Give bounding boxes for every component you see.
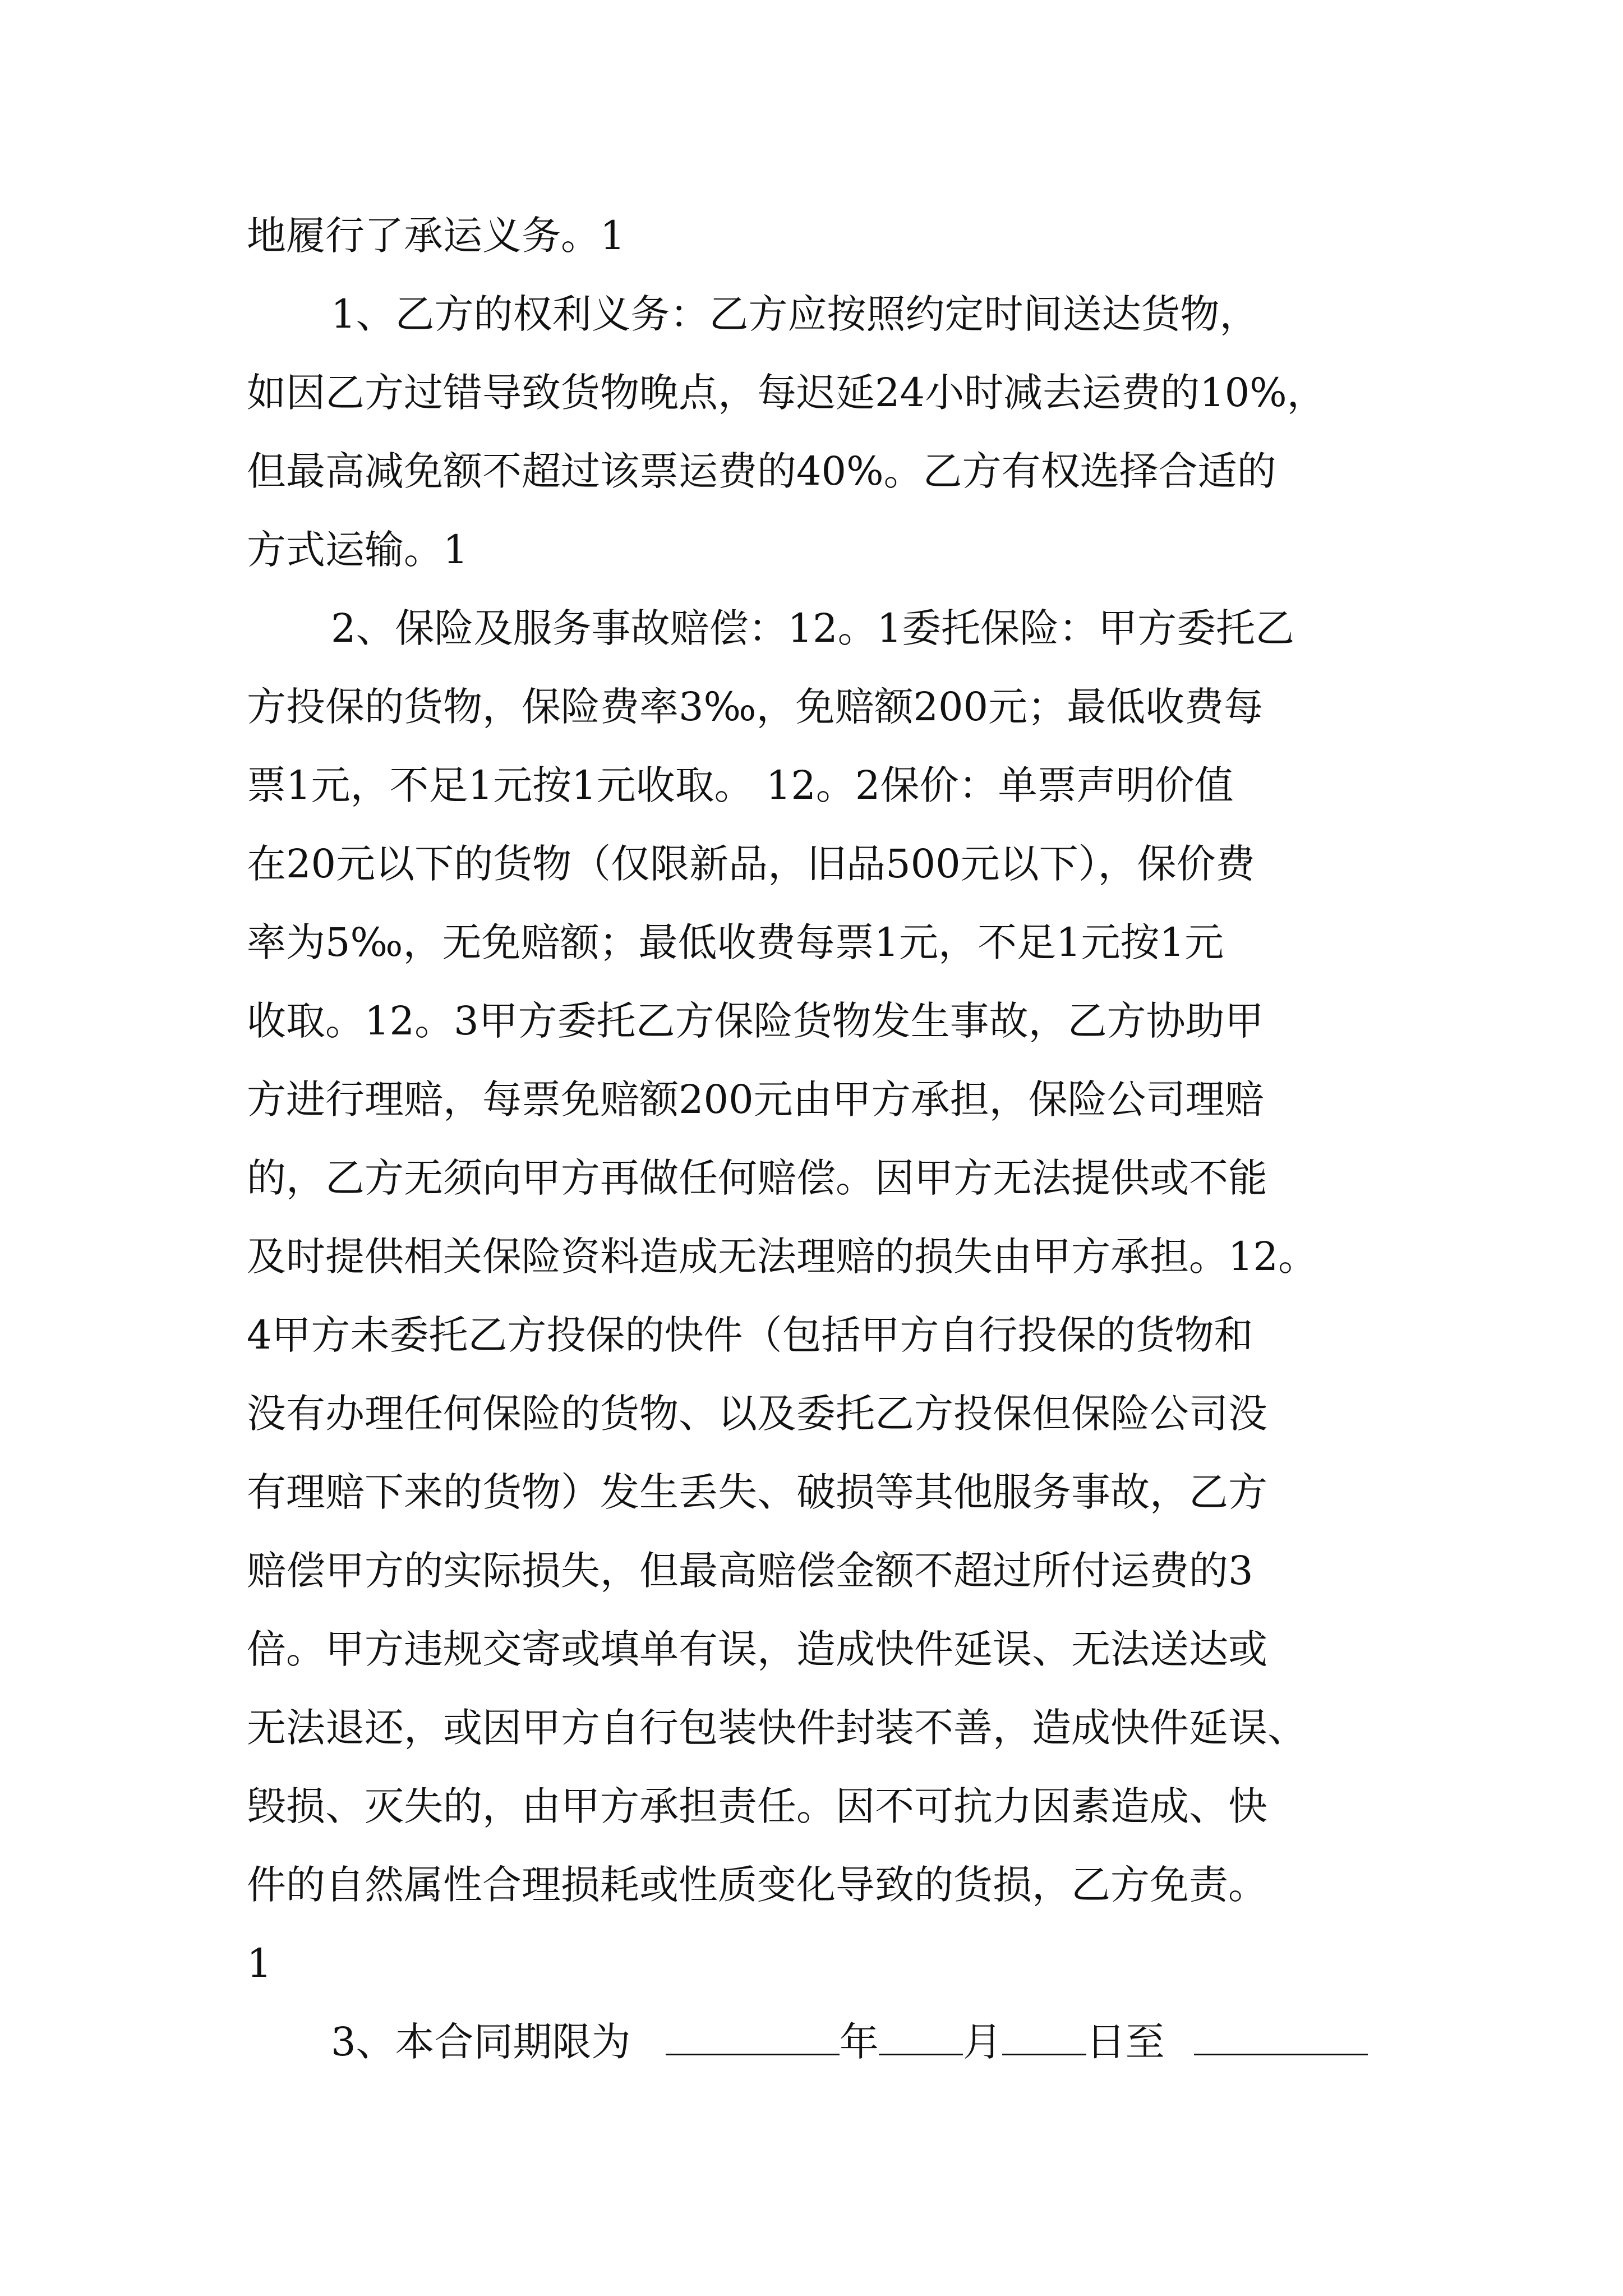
start-month-blank xyxy=(879,2019,963,2055)
contract-term-prefix: 3、本合同期限为 xyxy=(331,2019,631,2065)
text-line: 在20元以下的货物（仅限新品，旧品500元以下），保价费 xyxy=(247,841,1255,887)
text-line: 方进行理赔，每票免赔额200元由甲方承担，保险公司理赔 xyxy=(247,1076,1264,1122)
text-line: 如因乙方过错导致货物晚点，每迟延24小时减去运费的10%， xyxy=(247,370,1326,416)
text-line: 的，乙方无须向甲方再做任何赔偿。因甲方无法提供或不能 xyxy=(247,1155,1267,1201)
text-line: 件的自然属性合理损耗或性质变化导致的货损，乙方免责。 xyxy=(247,1862,1267,1908)
text-line: 及时提供相关保险资料造成无法理赔的损失由甲方承担。12。 xyxy=(247,1234,1318,1280)
text-line: 方投保的货物，保险费率3‰，免赔额200元；最低收费每 xyxy=(247,684,1264,730)
text-line: 票1元，不足1元按1元收取。 12。2保价：单票声明价值 xyxy=(247,762,1234,808)
text-line: 没有办理任何保险的货物、以及委托乙方投保但保险公司没 xyxy=(247,1391,1267,1437)
text-line: 1、乙方的权利义务：乙方应按照约定时间送达货物， xyxy=(331,291,1259,337)
contract-term-line xyxy=(331,2017,1475,2067)
day-to-label: 日至 xyxy=(1086,2019,1165,2065)
text-line: 2、保险及服务事故赔偿：12。1委托保险：甲方委托乙 xyxy=(331,605,1295,651)
text-line: 毁损、灭失的，由甲方承担责任。因不可抗力因素造成、快 xyxy=(247,1783,1267,1829)
start-year-blank xyxy=(666,2019,840,2055)
text-line: 4甲方未委托乙方投保的快件（包括甲方自行投保的货物和 xyxy=(247,1312,1253,1358)
year-label: 年 xyxy=(839,2019,879,2065)
text-line: 但最高减免额不超过该票运费的40%。乙方有权选择合适的 xyxy=(247,448,1276,494)
text-line: 方式运输。1 xyxy=(247,527,468,573)
text-line: 率为5‰，无免赔额；最低收费每票1元，不足1元按1元 xyxy=(247,919,1224,965)
text-line: 收取。12。3甲方委托乙方保险货物发生事故，乙方协助甲 xyxy=(247,998,1264,1044)
text-line: 倍。甲方违规交寄或填单有误，造成快件延误、无法送达或 xyxy=(247,1626,1267,1672)
text-line: 无法退还，或因甲方自行包装快件封装不善，造成快件延误、 xyxy=(247,1705,1307,1751)
text-line: 赔偿甲方的实际损失，但最高赔偿金额不超过所付运费的3 xyxy=(247,1548,1253,1594)
start-day-blank xyxy=(1002,2019,1086,2055)
text-line: 1 xyxy=(247,1940,272,1986)
month-label: 月 xyxy=(962,2019,1002,2065)
text-line: 有理赔下来的货物）发生丢失、破损等其他服务事故，乙方 xyxy=(247,1469,1267,1515)
end-date-blank xyxy=(1194,2019,1368,2055)
text-line: 地履行了承运义务。1 xyxy=(247,213,625,259)
